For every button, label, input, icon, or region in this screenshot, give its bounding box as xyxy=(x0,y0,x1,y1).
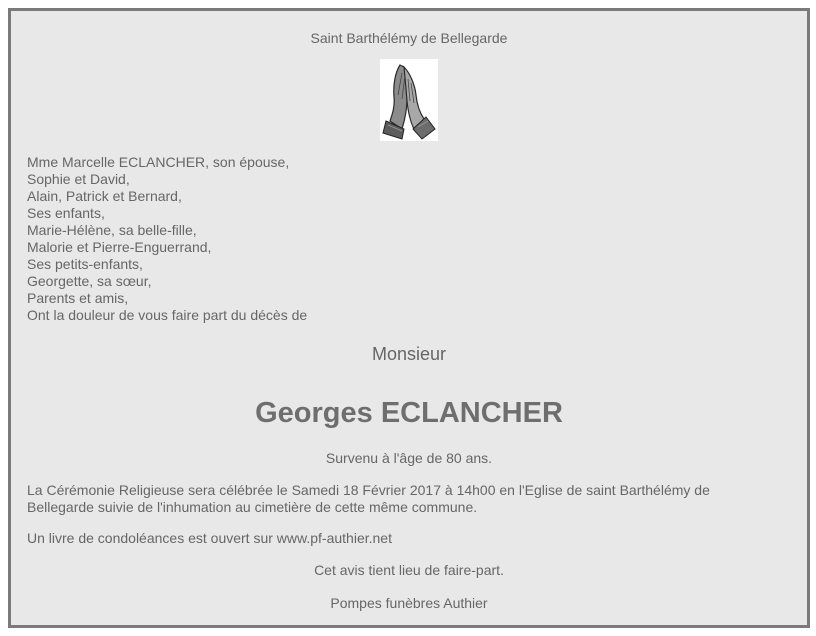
ceremony-paragraph: La Cérémonie Religieuse sera célébrée le Samedi 18 Février 2017 à 14h00 en l'Eglise de saint Barthélémy de Bellegarde suivie de l'inhumation au cimetière de cette même commune. xyxy=(27,482,710,515)
family-line: Marie-Hélène, sa belle-fille, xyxy=(27,222,197,238)
family-line: Ses enfants, xyxy=(27,205,105,221)
place-heading: Saint Barthélémy de Bellegarde xyxy=(310,30,508,46)
deceased-title: Monsieur xyxy=(371,344,447,364)
family-line: Georgette, sa sœur, xyxy=(27,273,152,289)
family-line: Mme Marcelle ECLANCHER, son épouse, xyxy=(27,154,290,170)
family-line: Parents et amis, xyxy=(27,290,129,306)
family-line: Ses petits-enfants, xyxy=(27,256,143,272)
condolences-paragraph: Un livre de condoléances est ouvert sur www.pf-authier.net xyxy=(27,530,392,546)
family-line: Malorie et Pierre-Enguerrand, xyxy=(27,239,212,255)
family-list xyxy=(27,154,307,324)
family-line: Alain, Patrick et Bernard, xyxy=(27,188,182,204)
praying-hands-icon xyxy=(380,59,438,141)
notice-paragraph: Cet avis tient lieu de faire-part. xyxy=(314,562,504,578)
obituary-card xyxy=(8,8,810,628)
family-line: Sophie et David, xyxy=(27,171,130,187)
funeral-home-signature: Pompes funèbres Authier xyxy=(330,595,488,611)
deceased-age: Survenu à l'âge de 80 ans. xyxy=(325,450,493,466)
family-line: Ont la douleur de vous faire part du décès de xyxy=(27,307,308,323)
deceased-name: Georges ECLANCHER xyxy=(255,397,563,429)
